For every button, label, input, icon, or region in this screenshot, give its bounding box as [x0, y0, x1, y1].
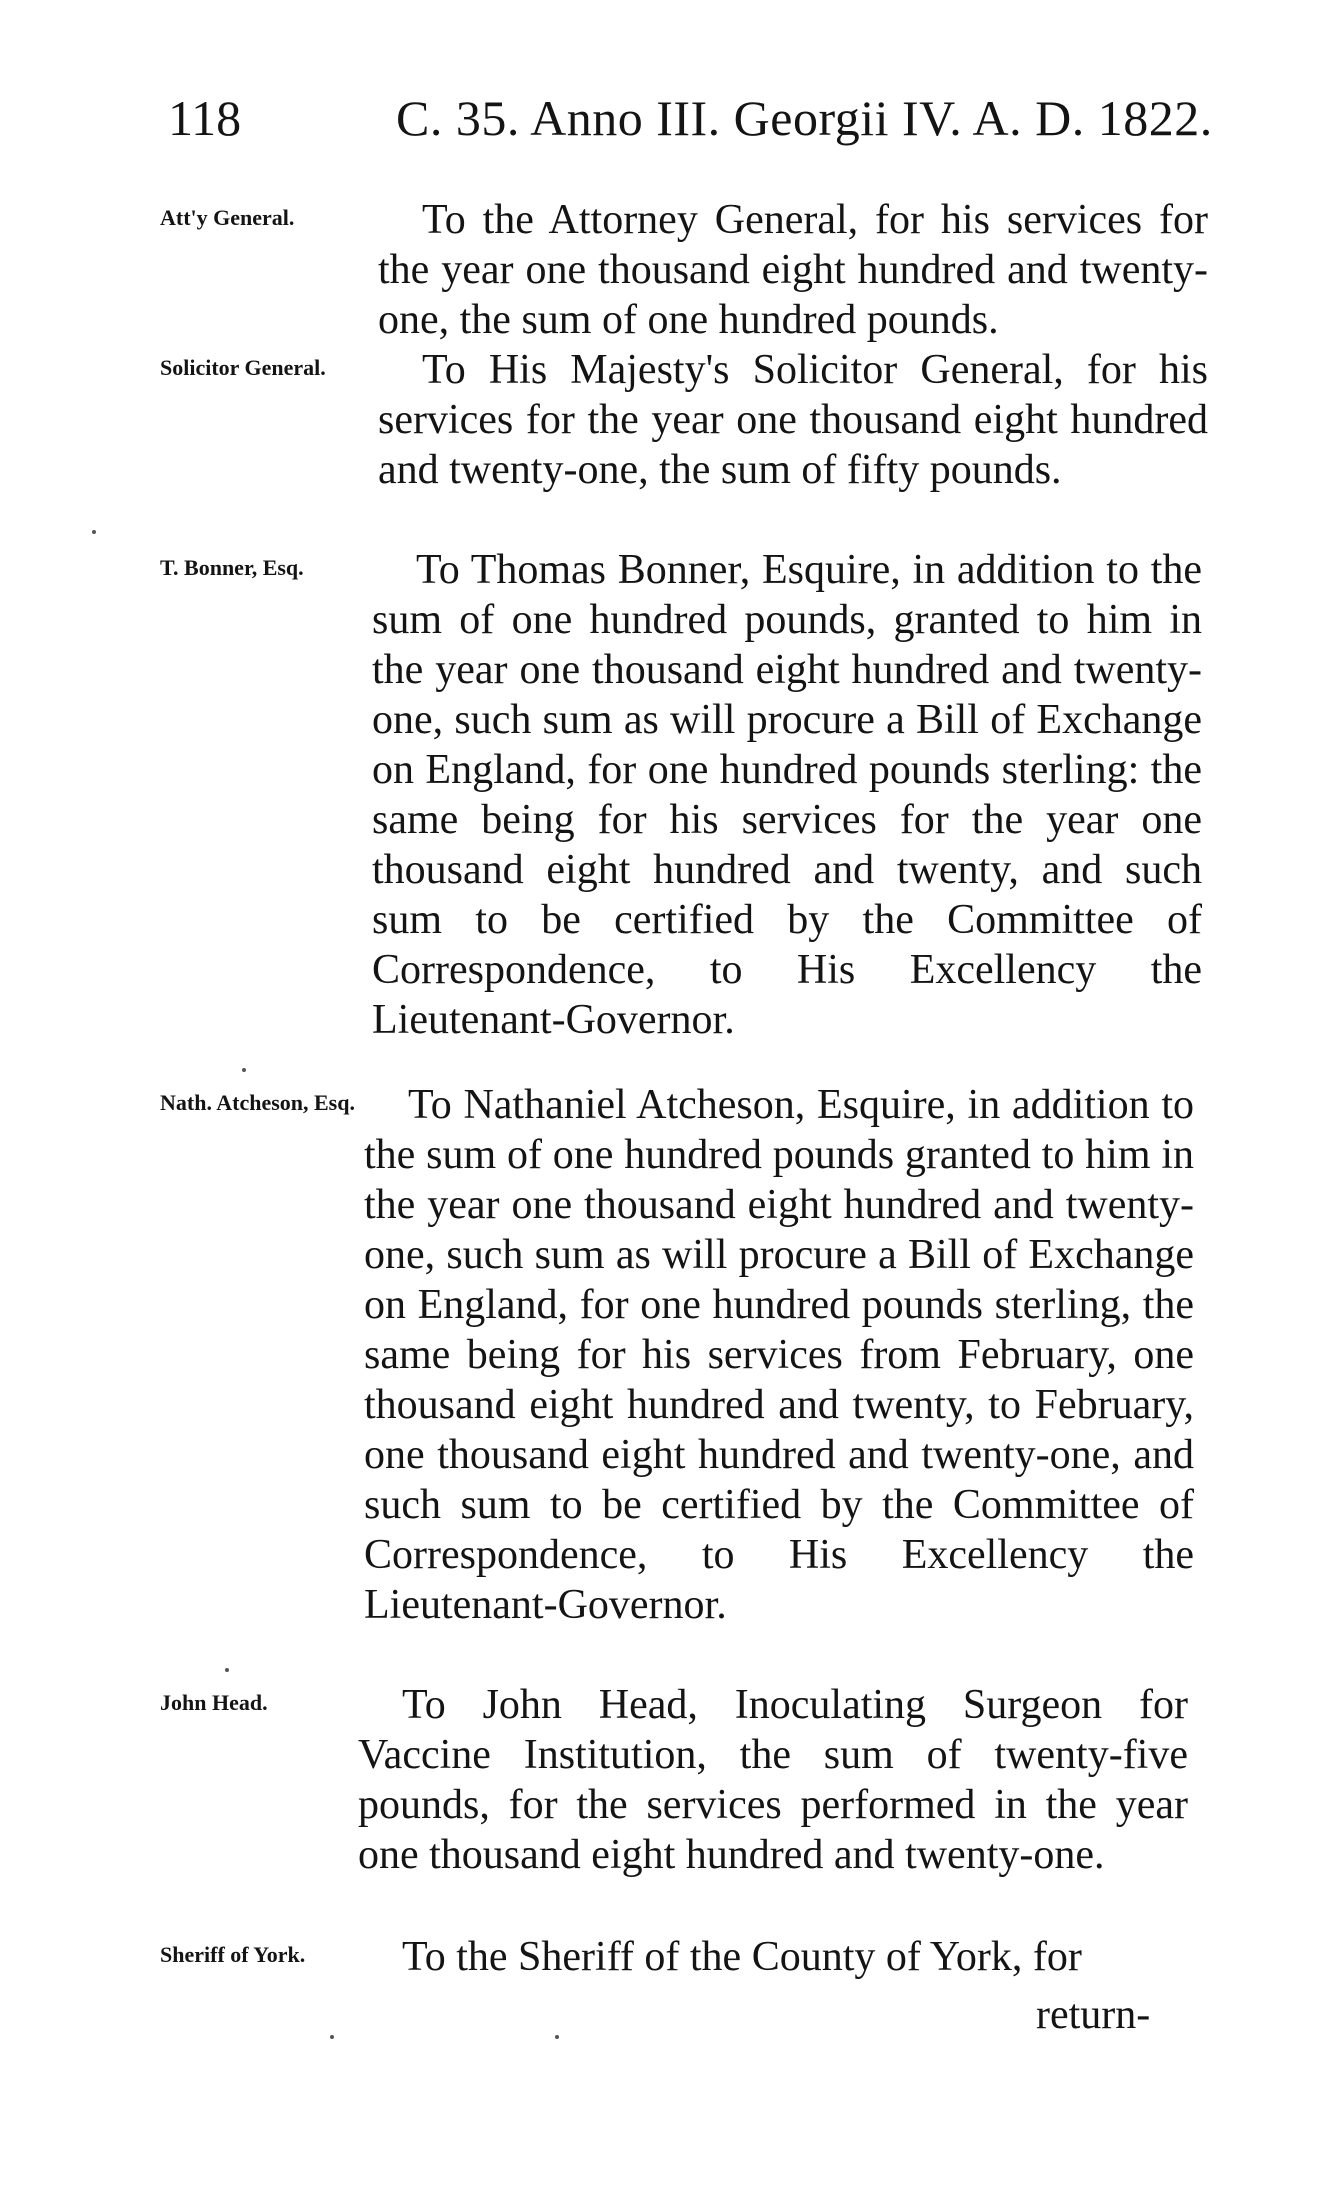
- scan-speck: [242, 1068, 246, 1072]
- entry-paragraph: To Thomas Bonner, Esquire, in addition to the sum of one hundred pounds, granted to him in the year one thousand eight hundred and twenty-one, such sum as will procure a Bill of Exchange on England, for one hundred pounds sterling: the same being for his services for the year one thousand eight hundred and twenty, and such sum to be certified by the Committee of Correspondence, to His Excellency the Lieutenant-Governor.: [372, 547, 1202, 1043]
- entry-paragraph: To the Sheriff of the County of York, for: [402, 1934, 1082, 1980]
- page-header: [168, 88, 1213, 148]
- margin-note: Att'y General.: [160, 205, 295, 230]
- margin-note: Nath. Atcheson, Esq.: [160, 1090, 355, 1115]
- scan-speck: [225, 1668, 229, 1672]
- margin-note: Solicitor General.: [160, 355, 326, 380]
- margin-note: T. Bonner, Esq.: [160, 555, 304, 580]
- scan-speck: [92, 530, 96, 534]
- running-title: C. 35. Anno III. Georgii IV. A. D. 1822.: [396, 90, 1213, 146]
- entry-paragraph: To Nathaniel Atcheson, Esquire, in addition to the sum of one hundred pounds granted to him in the year one thousand eight hundred and twenty-one, such sum as will procure a Bill of Exchange on England, for one hundred pounds sterling, the same being for his services from February, one thousand eight hundred and twenty, to February, one thousand eight hundred and twenty-one, and such sum to be certified by the Committee of Correspondence, to His Excellency the Lieutenant-Governor.: [364, 1082, 1194, 1628]
- entry-paragraph: To John Head, Inoculating Surgeon for Vaccine Institution, the sum of twenty-five pounds, for the services performed in the year one thousand eight hundred and twenty-one.: [358, 1682, 1188, 1878]
- margin-note: John Head.: [160, 1690, 268, 1715]
- scan-speck: [330, 2035, 334, 2039]
- entry-paragraph: To His Majesty's Solicitor General, for his services for the year one thousand eight hundred and twenty-one, the sum of fifty pounds.: [378, 347, 1208, 493]
- scan-speck: [555, 2035, 559, 2039]
- catchword: return-: [1036, 1992, 1151, 2038]
- page-number: 118: [168, 90, 242, 146]
- margin-note: Sheriff of York.: [160, 1942, 306, 1967]
- entry-paragraph: To the Attorney General, for his services for the year one thousand eight hundred and twenty-one, the sum of one hundred pounds.: [378, 197, 1208, 343]
